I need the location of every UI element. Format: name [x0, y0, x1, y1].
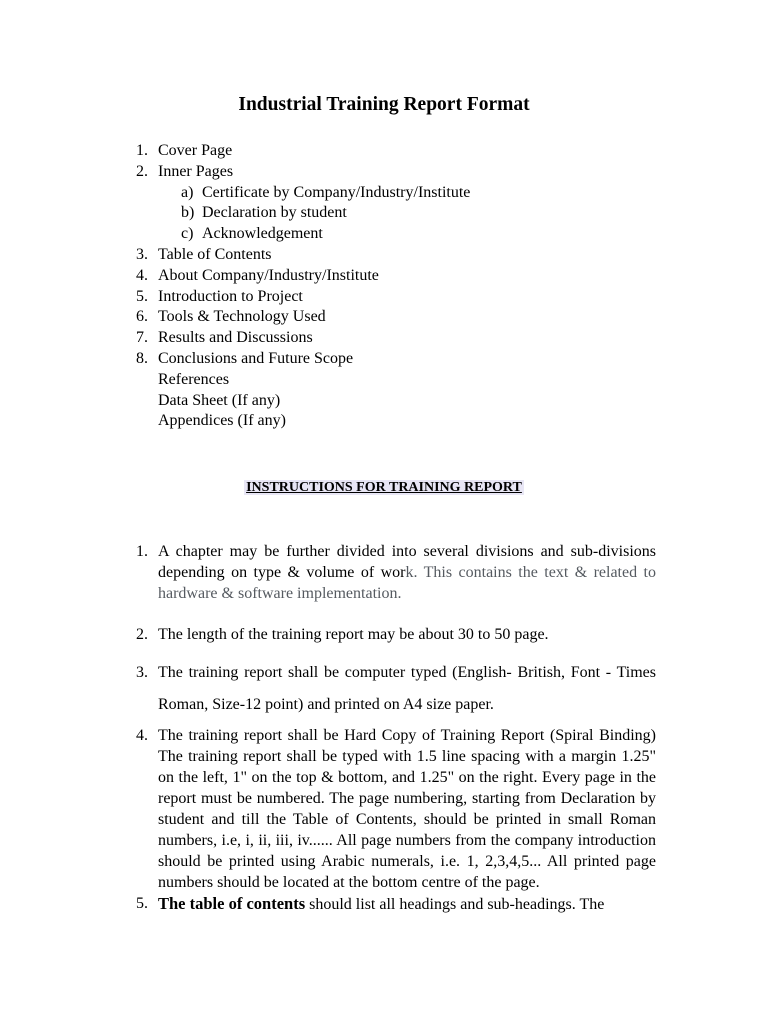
item-number: 2.: [136, 162, 148, 180]
list-item: [136, 307, 470, 328]
item-text: About Company/Industry/Institute: [158, 266, 379, 284]
item-text: Results and Discussions: [158, 329, 313, 347]
instruction-item: [136, 725, 656, 893]
item-text: Data Sheet (If any): [158, 391, 281, 409]
instructions-list: [136, 541, 656, 915]
item-text: Inner Pages: [158, 162, 234, 180]
item-text: Tools & Technology Used: [158, 308, 326, 326]
item-text: Acknowledgement: [202, 225, 323, 243]
list-item: [136, 391, 470, 412]
report-format-list: [136, 141, 470, 432]
item-text: The length of the training report may be about 30 to 50 page.: [158, 626, 549, 643]
sub-list-item: [136, 183, 470, 204]
item-number: 4.: [136, 266, 148, 284]
item-text: Cover Page: [158, 142, 233, 159]
item-number: 8.: [136, 349, 148, 367]
page-title: Industrial Training Report Format: [238, 94, 530, 115]
item-number: 5.: [136, 895, 148, 912]
item-text: The training report shall be computer typed (English- British, Font - Times Roman, Size-12 point) and printed on A4 size paper.: [158, 664, 656, 713]
item-number: 2.: [136, 626, 148, 643]
item-text-bold: The table of contents: [158, 894, 306, 913]
item-text: A chapter may be further divided into several divisions and sub-divisions depending on type & volume of wor: [158, 543, 656, 581]
list-item: [136, 328, 470, 349]
item-number: 1.: [136, 142, 148, 159]
item-letter: b): [181, 204, 195, 222]
instruction-item: [136, 624, 656, 645]
item-text: Conclusions and Future Scope: [158, 349, 354, 367]
list-item: [136, 266, 470, 287]
item-number: 5.: [136, 287, 148, 305]
sub-list-item: [136, 203, 470, 224]
item-text: Introduction to Project: [158, 287, 303, 305]
list-item: [136, 411, 470, 432]
item-number: 6.: [136, 308, 148, 326]
item-number: 4.: [136, 727, 148, 744]
list-item: [136, 245, 470, 266]
item-number: 7.: [136, 329, 148, 347]
instruction-item: [136, 541, 656, 604]
item-text: Declaration by student: [202, 204, 347, 222]
list-item: [136, 287, 470, 308]
item-number: 1.: [136, 543, 148, 560]
item-number: 3.: [136, 664, 148, 681]
item-text: Appendices (If any): [158, 412, 286, 430]
sub-list-item: [136, 224, 470, 245]
list-item: [136, 370, 470, 391]
item-text-gray: k. This contains the text & related to hardware & software implementation.: [158, 564, 656, 602]
item-letter: a): [181, 183, 194, 201]
item-text: Certificate by Company/Industry/Institute: [202, 183, 471, 201]
list-item: [136, 141, 470, 162]
item-text: The training report shall be Hard Copy of Training Report (Spiral Binding) The training report shall be typed with 1.5 line spacing with a margin 1.25" on the left, 1" on the top & bottom, and 1.25" on the right. Every page in the report must be numbered. The page numbering, starting from Declaration by student and till the Table of Contents, should be printed in small Roman numbers, i.e, i, ii, iii, iv...... All page numbers from the company introduction should be printed using Arabic numerals, i.e. 1, 2,3,4,5... All printed page numbers should be located at the bottom centre of the page.: [158, 727, 656, 891]
list-item: [136, 349, 470, 370]
list-item: [136, 162, 470, 183]
item-text: should list all headings and sub-headings. The: [305, 896, 605, 913]
item-letter: c): [181, 225, 194, 243]
item-number: 3.: [136, 245, 148, 263]
item-text: Table of Contents: [158, 245, 272, 263]
instructions-heading: INSTRUCTIONS FOR TRAINING REPORT: [246, 480, 522, 495]
item-text: References: [158, 370, 230, 388]
instruction-item: [136, 657, 656, 721]
instruction-item: [136, 893, 656, 915]
